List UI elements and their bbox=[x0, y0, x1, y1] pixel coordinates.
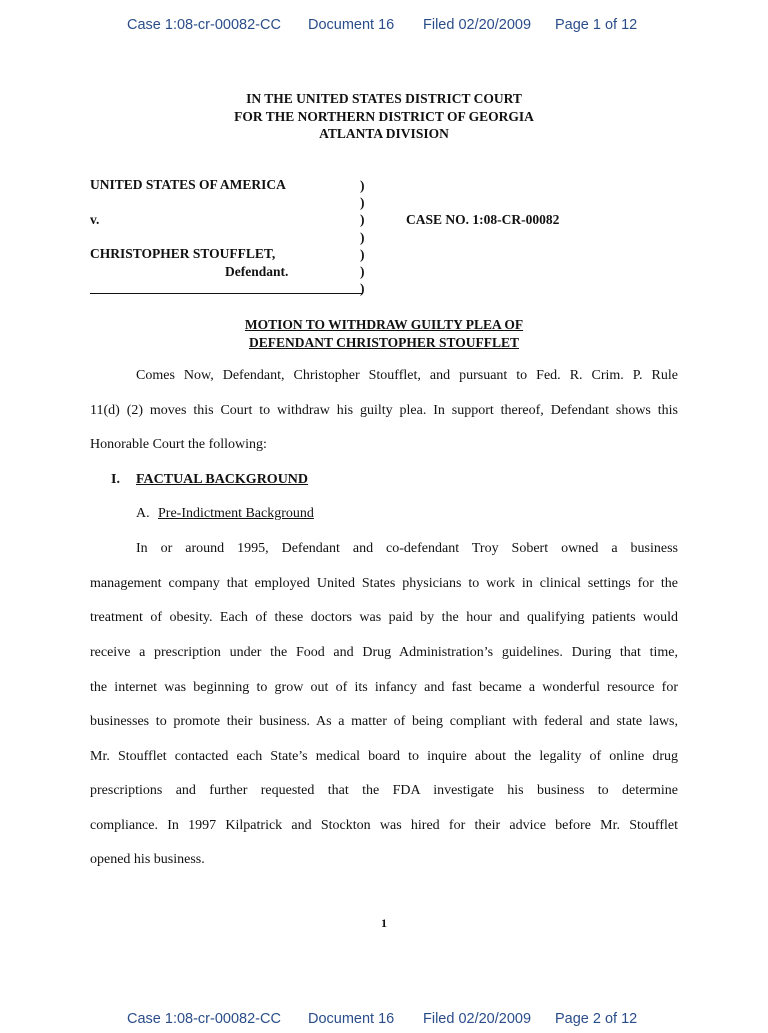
caption-paren-column bbox=[360, 177, 365, 297]
background-paragraph-line: management company that employed United States physicians to work in clinical settings for the bbox=[90, 576, 678, 591]
filing-document-number: Document 16 bbox=[308, 17, 395, 33]
court-title-line: IN THE UNITED STATES DISTRICT COURT bbox=[246, 91, 522, 106]
background-paragraph-line: treatment of obesity. Each of these doctors was paid by the hour and qualifying patients would bbox=[90, 610, 678, 625]
filing-page-count: Page 1 of 12 bbox=[555, 17, 638, 33]
court-title bbox=[0, 90, 768, 143]
background-paragraph-line: compliance. In 1997 Kilpatrick and Stockton was hired for their advice before Mr. Stoufflet bbox=[90, 818, 678, 833]
filing-document-number: Document 16 bbox=[308, 1011, 395, 1027]
caption-paren: ) bbox=[360, 178, 365, 193]
case-number: CASE NO. 1:08-CR-00082 bbox=[406, 212, 560, 227]
court-title-line: FOR THE NORTHERN DISTRICT OF GEORGIA bbox=[234, 108, 534, 124]
background-paragraph-line: Mr. Stoufflet contacted each State’s medical board to inquire about the legality of online drug bbox=[90, 749, 678, 764]
filing-case-number: Case 1:08-cr-00082-CC bbox=[127, 17, 281, 33]
motion-title-line: DEFENDANT CHRISTOPHER STOUFFLET bbox=[248, 334, 520, 350]
motion-title-line: MOTION TO WITHDRAW GUILTY PLEA OF bbox=[244, 317, 524, 332]
caption-divider bbox=[90, 293, 362, 294]
filing-date: Filed 02/20/2009 bbox=[423, 1011, 532, 1027]
subsection-letter: A. bbox=[136, 506, 150, 521]
page-number: 1 bbox=[381, 916, 387, 930]
section-title: FACTUAL BACKGROUND bbox=[136, 472, 309, 487]
filing-page-count: Page 2 of 12 bbox=[555, 1011, 638, 1027]
intro-paragraph-line: Honorable Court the following: bbox=[90, 437, 267, 452]
caption-plaintiff: UNITED STATES OF AMERICA bbox=[90, 177, 286, 192]
background-paragraph-line: businesses to promote their business. As a matter of being compliant with federal and state laws, bbox=[90, 714, 678, 729]
motion-title bbox=[0, 316, 768, 351]
background-paragraph-line: receive a prescription under the Food and Drug Administration’s guidelines. During that time, bbox=[90, 645, 678, 660]
caption-defendant-name: CHRISTOPHER STOUFFLET, bbox=[90, 246, 276, 261]
intro-paragraph-line: 11(d) (2) moves this Court to withdraw his guilty plea. In support thereof, Defendant shows this bbox=[90, 403, 678, 418]
filing-case-number: Case 1:08-cr-00082-CC bbox=[127, 1011, 281, 1027]
court-title-line: ATLANTA DIVISION bbox=[319, 126, 449, 141]
background-paragraph-line: opened his business. bbox=[90, 852, 205, 867]
section-number: I. bbox=[111, 472, 120, 487]
subsection-title: Pre-Indictment Background bbox=[158, 506, 314, 521]
caption-paren: ) bbox=[360, 212, 365, 228]
caption-paren: ) bbox=[360, 229, 365, 245]
filing-date: Filed 02/20/2009 bbox=[423, 17, 532, 33]
caption-paren: ) bbox=[360, 264, 365, 280]
caption-paren: ) bbox=[360, 195, 365, 211]
background-paragraph-line: In or around 1995, Defendant and co-defendant Troy Sobert owned a business bbox=[136, 541, 678, 556]
background-paragraph-line: prescriptions and further requested that the FDA investigate his business to determine bbox=[90, 783, 678, 798]
background-paragraph-line: the internet was beginning to grow out of its infancy and fast became a wonderful resource for bbox=[90, 680, 678, 695]
caption-defendant-label: Defendant. bbox=[225, 264, 289, 279]
intro-paragraph-line: Comes Now, Defendant, Christopher Stoufflet, and pursuant to Fed. R. Crim. P. Rule bbox=[136, 368, 678, 383]
caption-paren: ) bbox=[360, 281, 365, 297]
filing-header-top bbox=[0, 17, 768, 39]
caption-paren: ) bbox=[360, 246, 365, 262]
caption-versus: v. bbox=[90, 212, 100, 227]
filing-header-bottom bbox=[0, 1011, 768, 1033]
